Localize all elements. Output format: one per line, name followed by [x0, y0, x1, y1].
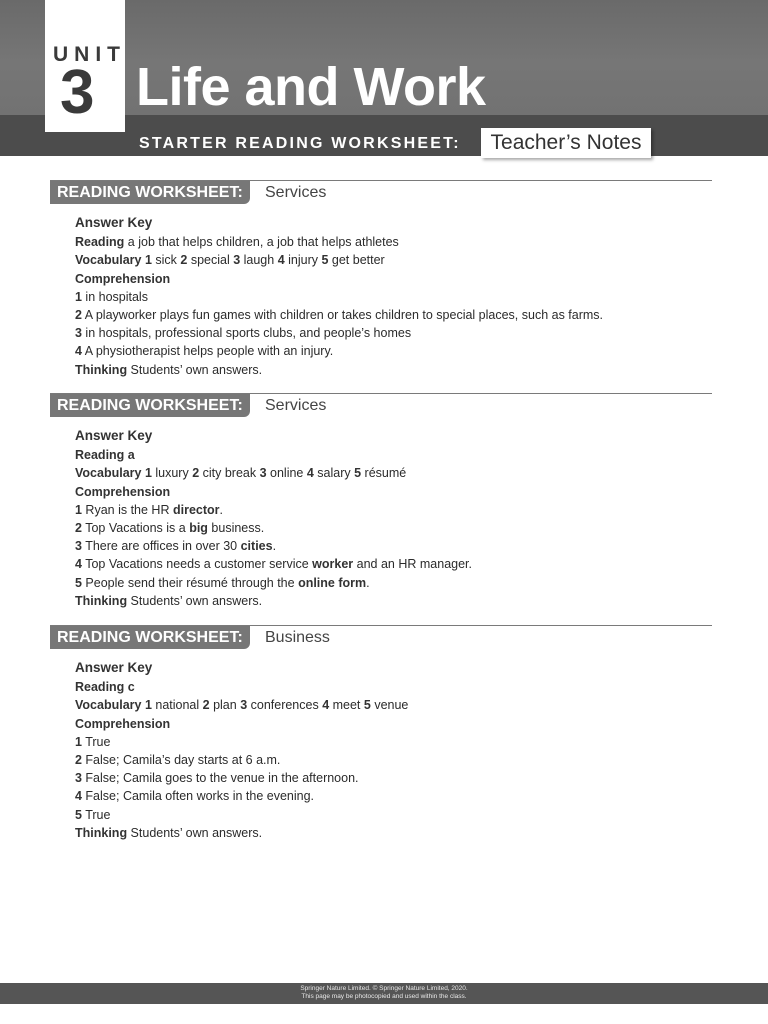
reading-line: Reading a [75, 448, 135, 463]
photocopy-notice: This page may be photocopied and used within the class. [301, 993, 467, 1000]
list-item: 1 in hospitals [75, 289, 148, 304]
answer-key-heading: Answer Key [75, 428, 153, 443]
section-topic: Services [265, 397, 327, 414]
unit-label: UNIT [53, 43, 126, 66]
reading-line: Reading c [75, 680, 135, 695]
list-item: 5 People send their résumé through the online form. [75, 575, 370, 590]
answer-key-heading: Answer Key [75, 215, 153, 230]
list-item: 3 False; Camila goes to the venue in the afternoon. [75, 771, 359, 786]
comprehension-heading: Comprehension [75, 484, 171, 499]
unit-number: 3 [60, 58, 95, 127]
reading-line: Reading a job that helps children, a job that helps athletes [75, 235, 399, 250]
vocabulary-line: Vocabulary 1 sick 2 special 3 laugh 4 injury 5 get better [75, 253, 385, 268]
section-topic: Business [265, 629, 330, 646]
vocabulary-line: Vocabulary 1 national 2 plan 3 conferences 4 meet 5 venue [75, 698, 409, 713]
list-item: 4 A physiotherapist helps people with an injury. [75, 344, 334, 359]
list-item: 2 False; Camila’s day starts at 6 a.m. [75, 753, 281, 768]
answer-key-block [75, 659, 408, 842]
list-item: 2 Top Vacations is a big business. [75, 521, 265, 536]
page-title: Life and Work [136, 57, 486, 117]
section-label: READING WORKSHEET: [50, 626, 250, 649]
worksheet-subtitle: STARTER READING WORKSHEET: [139, 135, 461, 152]
list-item: 3 in hospitals, professional sports clubs, and people’s homes [75, 326, 412, 341]
page-footer [0, 983, 768, 1004]
list-item: 4 False; Camila often works in the evening. [75, 789, 315, 804]
thinking-line: Thinking Students’ own answers. [75, 362, 263, 377]
teachers-notes-label: Teacher’s Notes [481, 128, 651, 158]
answer-key-heading: Answer Key [75, 660, 153, 675]
copyright-line: Springer Nature Limited. © Springer Nature Limited, 2020. [300, 985, 468, 992]
section-topic: Services [265, 184, 327, 201]
answer-key-block [75, 427, 472, 610]
list-item: 5 True [75, 807, 111, 822]
list-item: 1 True [75, 734, 111, 749]
page-header [0, 0, 768, 156]
answer-key-block [75, 214, 603, 379]
list-item: 3 There are offices in over 30 cities. [75, 539, 277, 554]
vocabulary-line: Vocabulary 1 luxury 2 city break 3 online 4 salary 5 résumé [75, 466, 407, 481]
list-item: 2 A playworker plays fun games with children or takes children to special places, such as farms. [75, 308, 604, 323]
thinking-line: Thinking Students’ own answers. [75, 825, 263, 840]
section-label: READING WORKSHEET: [50, 394, 250, 417]
list-item: 4 Top Vacations needs a customer service worker and an HR manager. [75, 557, 472, 572]
section-label: READING WORKSHEET: [50, 181, 250, 204]
comprehension-heading: Comprehension [75, 716, 171, 731]
comprehension-heading: Comprehension [75, 271, 171, 286]
list-item: 1 Ryan is the HR director. [75, 502, 223, 517]
thinking-line: Thinking Students’ own answers. [75, 593, 263, 608]
